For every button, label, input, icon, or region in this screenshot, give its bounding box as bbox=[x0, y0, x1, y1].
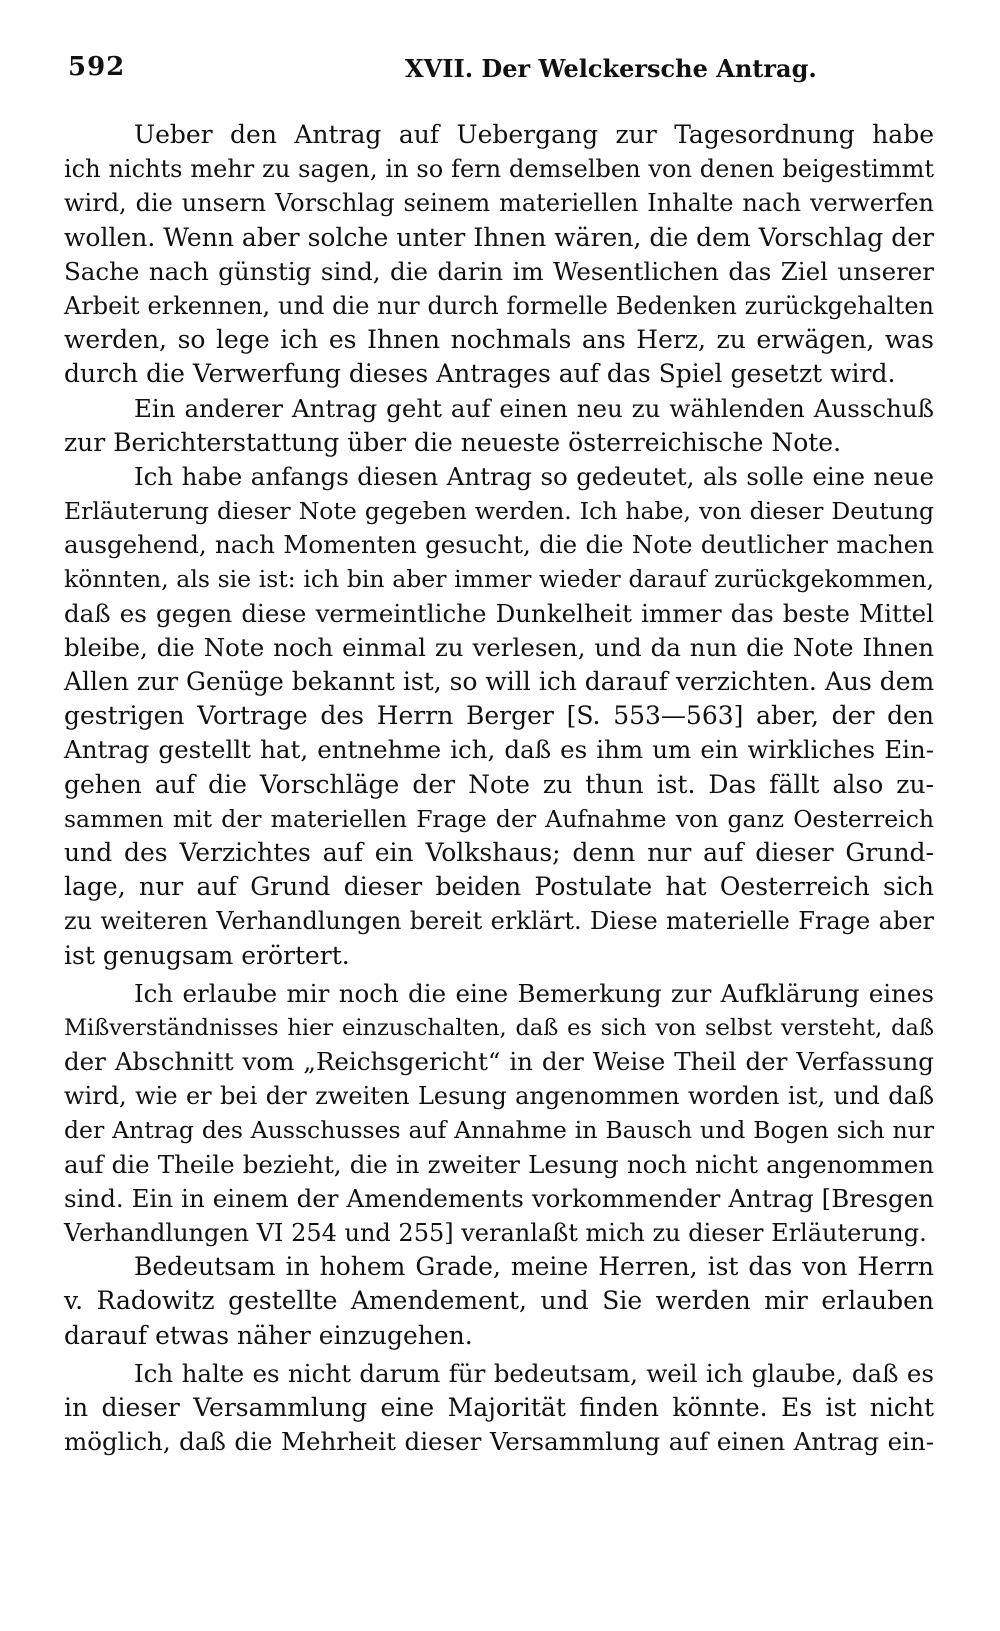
text-line: wollen. Wenn aber solche unter Ihnen wären, die dem Vorschlag der bbox=[64, 222, 934, 252]
text-line: lage, nur auf Grund dieser beiden Postulate hat Oesterreich sich bbox=[64, 872, 934, 902]
text-line: gehen auf die Vorschläge der Note zu thun ist. Das fällt also zu- bbox=[64, 769, 934, 799]
text-line: sammen mit der materiellen Frage der Aufnahme von ganz Oesterreich bbox=[64, 804, 934, 833]
text-line: in dieser Versammlung eine Majorität finden könnte. Es ist nicht bbox=[64, 1392, 934, 1422]
text-line: möglich, daß die Mehrheit dieser Versammlung auf einen Antrag ein- bbox=[64, 1427, 934, 1457]
text-line: werden, so lege ich es Ihnen nochmals ans Herz, zu erwägen, was bbox=[64, 325, 934, 355]
page-number: 592 bbox=[68, 52, 126, 82]
text-line: Ein anderer Antrag geht auf einen neu zu wählenden Ausschuß bbox=[134, 393, 934, 423]
text-line: wird, die unsern Vorschlag seinem materiellen Inhalte nach verwerfen bbox=[64, 189, 934, 218]
text-line: und des Verzichtes auf ein Volkshaus; denn nur auf dieser Grund- bbox=[64, 837, 934, 867]
text-line: gestrigen Vortrage des Herrn Berger [S. 553—563] aber, der den bbox=[64, 701, 934, 731]
text-line: auf die Theile bezieht, die in zweiter Lesung noch nicht angenommen bbox=[64, 1149, 934, 1179]
text-line: ausgehend, nach Momenten gesucht, die die Note deutlicher machen bbox=[64, 530, 934, 560]
text-line: zur Berichterstattung über die neueste österreichische Note. bbox=[64, 427, 842, 457]
text-line: zu weiteren Verhandlungen bereit erklärt. Diese materielle Frage aber bbox=[64, 907, 934, 936]
text-line: v. Radowitz gestellte Amendement, und Sie werden mir erlauben bbox=[64, 1286, 934, 1316]
text-line: Verhandlungen VI 254 und 255] veranlaßt mich zu dieser Erläuterung. bbox=[64, 1219, 927, 1247]
text-line: Erläuterung dieser Note gegeben werden. Ich habe, von dieser Deutung bbox=[64, 497, 934, 526]
text-line: wird, wie er bei der zweiten Lesung angenommen worden ist, und daß bbox=[64, 1082, 934, 1111]
text-line: Ueber den Antrag auf Uebergang zur Tagesordnung habe bbox=[134, 120, 934, 149]
text-line: sind. Ein in einem der Amendements vorkommender Antrag [Bresgen bbox=[64, 1183, 934, 1213]
text-line: Bedeutsam in hohem Grade, meine Herren, ist das von Herrn bbox=[134, 1252, 934, 1282]
text-line: Arbeit erkennen, und die nur durch formelle Bedenken zurückgehalten bbox=[64, 291, 934, 320]
text-line: darauf etwas näher einzugehen. bbox=[64, 1320, 473, 1350]
text-line: Ich halte es nicht darum für bedeutsam, weil ich glaube, daß es bbox=[134, 1358, 934, 1388]
text-line: bleibe, die Note noch einmal zu verlesen, und da nun die Note Ihnen bbox=[64, 632, 934, 662]
page-header bbox=[68, 52, 930, 86]
paragraph bbox=[64, 977, 934, 1251]
body-text bbox=[64, 118, 934, 1459]
text-line: daß es gegen diese vermeintliche Dunkelheit immer das beste Mittel bbox=[64, 598, 934, 628]
paragraph bbox=[64, 118, 934, 392]
paragraph bbox=[64, 1357, 934, 1460]
running-title: XVII. Der Welckersche Antrag. bbox=[405, 54, 817, 83]
text-line: Sache nach günstig sind, die darin im Wesentlichen das Ziel unserer bbox=[64, 256, 934, 286]
text-line: ich nichts mehr zu sagen, in so fern demselben von denen beigestimmt bbox=[64, 155, 934, 184]
paragraph bbox=[64, 392, 934, 973]
text-line: ist genugsam erörtert. bbox=[64, 940, 350, 970]
text-line: Ich erlaube mir noch die eine Bemerkung zur Aufklärung eines bbox=[134, 978, 934, 1008]
text-line: der Abschnitt vom „Reichsgericht“ in der Weise Theil der Verfassung bbox=[64, 1047, 934, 1077]
text-line: könnten, als sie ist: ich bin aber immer wieder darauf zurückgekommen, bbox=[64, 565, 934, 594]
text-line: der Antrag des Ausschusses auf Annahme in Bausch und Bogen sich nur bbox=[64, 1116, 934, 1145]
text-line: Ich habe anfangs diesen Antrag so gedeutet, als solle eine neue bbox=[134, 461, 934, 491]
paragraph bbox=[64, 1250, 934, 1353]
text-line: Mißverständnisses hier einzuschalten, daß es sich von selbst versteht, daß bbox=[64, 1014, 934, 1041]
text-line: Allen zur Genüge bekannt ist, so will ich darauf verzichten. Aus dem bbox=[64, 667, 935, 696]
text-line: Antrag gestellt hat, entnehme ich, daß es ihm um ein wirkliches Ein- bbox=[64, 735, 934, 765]
text-line: durch die Verwerfung dieses Antrages auf das Spiel gesetzt wird. bbox=[64, 359, 896, 389]
